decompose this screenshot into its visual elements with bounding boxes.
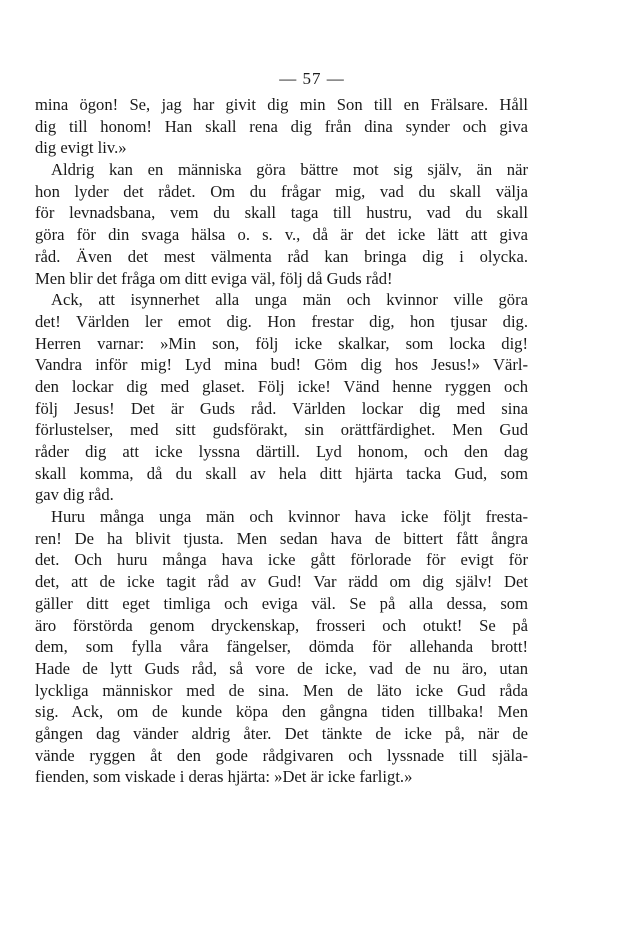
text-line: följ Jesus! Det är Guds råd. Världen lockar dig med sina xyxy=(35,398,528,418)
text-line: Aldrig kan en människa göra bättre mot sig själv, än när xyxy=(51,160,528,180)
text-line: dig till honom! Han skall rena dig från dina synder och giva xyxy=(35,116,528,136)
text-line: råder dig att icke lyssna därtill. Lyd honom, och den dag xyxy=(35,442,528,461)
text-line: förlustelser, med sitt gudsförakt, sin orättfärdighet. Men Gud xyxy=(35,420,528,440)
text-line: hon lyder det rådet. Om du frågar mig, vad du skall välja xyxy=(35,181,528,201)
page-number: — 57 — xyxy=(279,69,345,88)
text-line: den lockar dig med glaset. Följ icke! Vänd henne ryggen och xyxy=(35,376,528,396)
text-line: gäller ditt eget timliga och eviga väl. Se på alla dessa, som xyxy=(35,593,528,613)
text-line: Vandra inför mig! Lyd mina bud! Göm dig hos Jesus!» Värl- xyxy=(35,355,528,375)
body-text xyxy=(35,94,528,788)
text-line: gav dig råd. xyxy=(35,485,114,505)
text-line: dig evigt liv.» xyxy=(35,138,127,158)
text-line: Hade de lytt Guds råd, så vore de icke, vad de nu äro, utan xyxy=(35,658,528,678)
text-line: dem, som fylla våra fängelser, dömda för allehanda brott! xyxy=(35,637,528,657)
text-line: ren! De ha blivit tjusta. Men sedan hava de bittert fått ångra xyxy=(35,528,528,548)
text-line: Herren varnar: »Min son, följ icke skalkar, som locka dig! xyxy=(35,333,528,353)
text-line: Men blir det fråga om ditt eviga väl, följ då Guds råd! xyxy=(35,268,393,288)
text-line: skall komma, då du skall av hela ditt hjärta tacka Gud, som xyxy=(35,463,528,483)
text-line: fienden, som viskade i deras hjärta: »Det är icke farligt.» xyxy=(35,767,413,787)
text-line: för levnadsbana, vem du skall taga till hustru, vad du skall xyxy=(35,203,528,223)
text-line: sig. Ack, om de kunde köpa den gångna tiden tillbaka! Men xyxy=(35,702,528,722)
text-line: lyckliga människor med de sina. Men de läto icke Gud råda xyxy=(35,680,528,700)
text-line: det. Och huru många hava icke gått förlorade för evigt för xyxy=(35,550,528,570)
text-line: råd. Även det mest välmenta råd kan bringa dig i olycka. xyxy=(35,246,528,266)
text-line: göra för din svaga hälsa o. s. v., då är det icke lätt att giva xyxy=(35,225,528,245)
text-line: Ack, att isynnerhet alla unga män och kvinnor ville göra xyxy=(51,290,528,310)
text-line: Huru många unga män och kvinnor hava icke följt fresta- xyxy=(51,507,528,527)
text-line: mina ögon! Se, jag har givit dig min Son till en Frälsare. Håll xyxy=(35,95,528,114)
text-line: äro förstörda genom dryckenskap, frosseri och otukt! Se på xyxy=(35,615,528,635)
text-line: det! Världen ler emot dig. Hon frestar dig, hon tjusar dig. xyxy=(35,311,528,331)
text-line: det, att de icke tagit råd av Gud! Var rädd om dig själv! Det xyxy=(35,572,528,592)
text-line: gången dag vänder aldrig åter. Det tänkte de icke på, när de xyxy=(35,723,528,743)
text-line: vände ryggen åt den gode rådgivaren och lyssnade till själa- xyxy=(35,745,528,765)
